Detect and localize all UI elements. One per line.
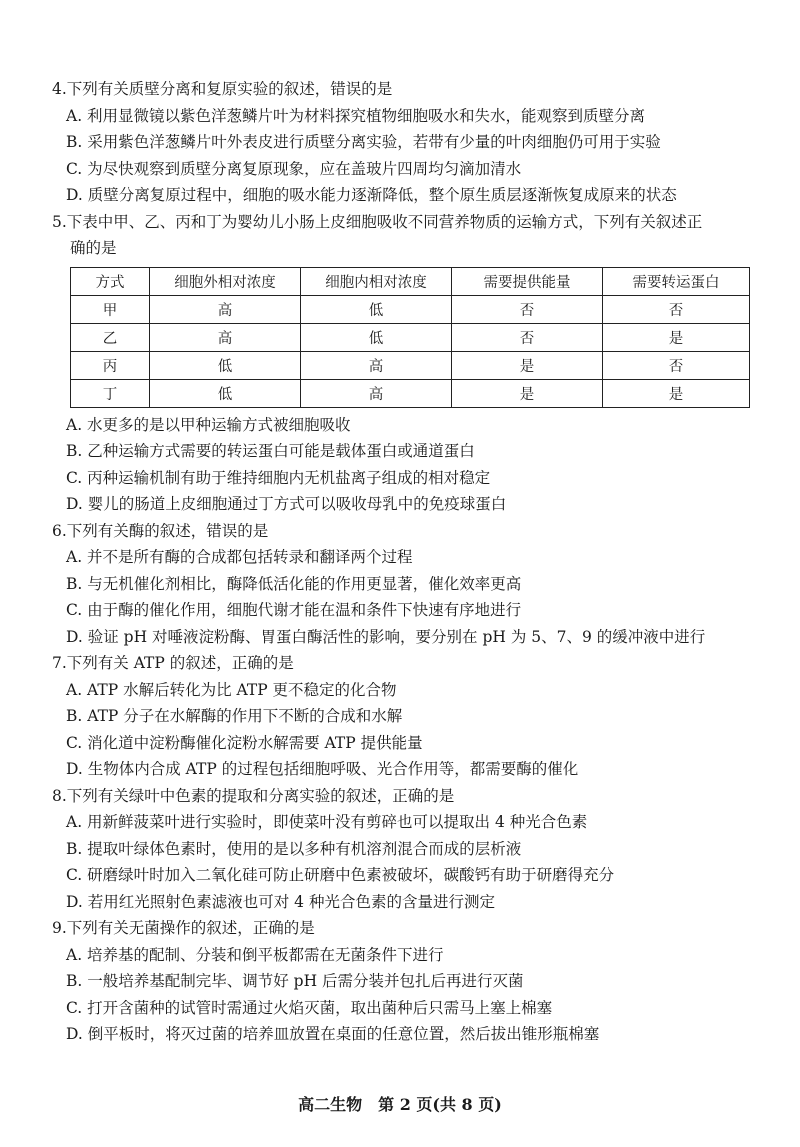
option-b: B. 提取叶绿体色素时，使用的是以多种有机溶剂混合而成的层析液 [66,839,522,858]
question-7 [48,650,760,783]
option-d: D. 验证 pH 对唾液淀粉酶、胃蛋白酶活性的影响，要分别在 pH 为 5、7、9 的缓冲液中进行 [66,627,706,646]
table-cell: 是 [603,323,750,351]
option-a: A. ATP 水解后转化为比 ATP 更不稳定的化合物 [66,680,397,699]
table-cell: 低 [301,295,452,323]
exam-page [48,76,760,1048]
option-a: A. 培养基的配制、分装和倒平板都需在无菌条件下进行 [66,945,444,964]
header-cell: 需要提供能量 [452,267,603,295]
header-cell: 细胞外相对浓度 [150,267,301,295]
option-c: C. 研磨绿叶时加入二氧化硅可防止研磨中色素被破坏，碳酸钙有助于研磨得充分 [66,866,615,884]
option-a: A. 水更多的是以甲种运输方式被细胞吸收 [66,415,351,434]
table-cell: 乙 [71,323,150,351]
table-cell: 高 [150,323,301,351]
question-6 [48,518,760,651]
option-c: C. 丙种运输机制有助于维持细胞内无机盐离子组成的相对稳定 [66,468,491,487]
table-row [71,351,750,379]
question-stem: 4.下列有关质壁分离和复原实验的叙述，错误的是 [52,80,393,98]
table-cell: 低 [150,351,301,379]
option-d: D. 生物体内合成 ATP 的过程包括细胞呼吸、光合作用等，都需要酶的催化 [66,760,579,778]
table-cell: 高 [150,295,301,323]
table-cell: 低 [150,379,301,407]
transport-table [70,267,750,408]
option-b: B. 一般培养基配制完毕、调节好 pH 后需分装并包扎后再进行灭菌 [66,972,524,990]
option-d: D. 质壁分离复原过程中，细胞的吸水能力逐渐降低，整个原生质层逐渐恢复成原来的状态 [66,186,677,204]
table-row [71,295,750,323]
page-footer: 高二生物 第 2 页(共 8 页) [298,1095,502,1114]
table-cell: 丙 [71,351,150,379]
table-cell: 否 [452,295,603,323]
table-cell: 否 [603,351,750,379]
table-cell: 高 [301,351,452,379]
option-c: C. 打开含菌种的试管时需通过火焰灭菌，取出菌种后只需马上塞上棉塞 [66,998,553,1017]
option-b: B. 采用紫色洋葱鳞片叶外表皮进行质壁分离实验，若带有少量的叶肉细胞仍可用于实验 [66,133,661,151]
option-b: B. 与无机催化剂相比，酶降低活化能的作用更显著，催化效率更高 [66,574,522,593]
question-9 [48,915,760,1048]
table-header-row [71,267,750,295]
option-c: C. 消化道中淀粉酶催化淀粉水解需要 ATP 提供能量 [66,733,423,752]
option-c: C. 由于酶的催化作用，细胞代谢才能在温和条件下快速有序地进行 [66,601,522,619]
table-row [71,323,750,351]
table-cell: 是 [452,379,603,407]
table-cell: 低 [301,323,452,351]
option-a: A. 用新鲜菠菜叶进行实验时，即使菜叶没有剪碎也可以提取出 4 种光合色素 [66,813,588,831]
option-d: D. 婴儿的肠道上皮细胞通过丁方式可以吸收母乳中的免疫球蛋白 [66,495,507,513]
table-cell: 丁 [71,379,150,407]
question-stem: 9.下列有关无菌操作的叙述，正确的是 [52,919,315,937]
option-d: D. 若用红光照射色素滤液也可对 4 种光合色素的含量进行测定 [66,892,495,911]
table-cell: 是 [603,379,750,407]
table-row [71,379,750,407]
question-stem-continued: 确的是 [70,239,117,257]
table-cell: 甲 [71,295,150,323]
option-d: D. 倒平板时，将灭过菌的培养皿放置在桌面的任意位置，然后拔出锥形瓶棉塞 [66,1025,600,1043]
table-cell: 否 [452,323,603,351]
option-a: A. 利用显微镜以紫色洋葱鳞片叶为材料探究植物细胞吸水和失水，能观察到质壁分离 [66,106,646,125]
option-a: A. 并不是所有酶的合成都包括转录和翻译两个过程 [66,548,413,566]
question-stem: 7.下列有关 ATP 的叙述，正确的是 [52,654,294,672]
question-8 [48,783,760,916]
header-cell: 需要转运蛋白 [603,267,750,295]
table-cell: 是 [452,351,603,379]
question-stem: 8.下列有关绿叶中色素的提取和分离实验的叙述，正确的是 [52,786,455,805]
table-cell: 高 [301,379,452,407]
header-cell: 细胞内相对浓度 [301,267,452,295]
option-b: B. 乙种运输方式需要的转运蛋白可能是载体蛋白或通道蛋白 [66,442,475,460]
question-stem: 5.下表中甲、乙、丙和丁为婴幼儿小肠上皮细胞吸收不同营养物质的运输方式，下列有关叙述正 [52,212,703,231]
option-c: C. 为尽快观察到质壁分离复原现象，应在盖玻片四周均匀滴加清水 [66,159,522,178]
option-b: B. ATP 分子在水解酶的作用下不断的合成和水解 [66,707,403,725]
table-cell: 否 [603,295,750,323]
question-5 [48,209,760,518]
question-4 [48,76,760,209]
question-stem: 6.下列有关酶的叙述，错误的是 [52,521,269,540]
header-cell: 方式 [71,267,150,295]
